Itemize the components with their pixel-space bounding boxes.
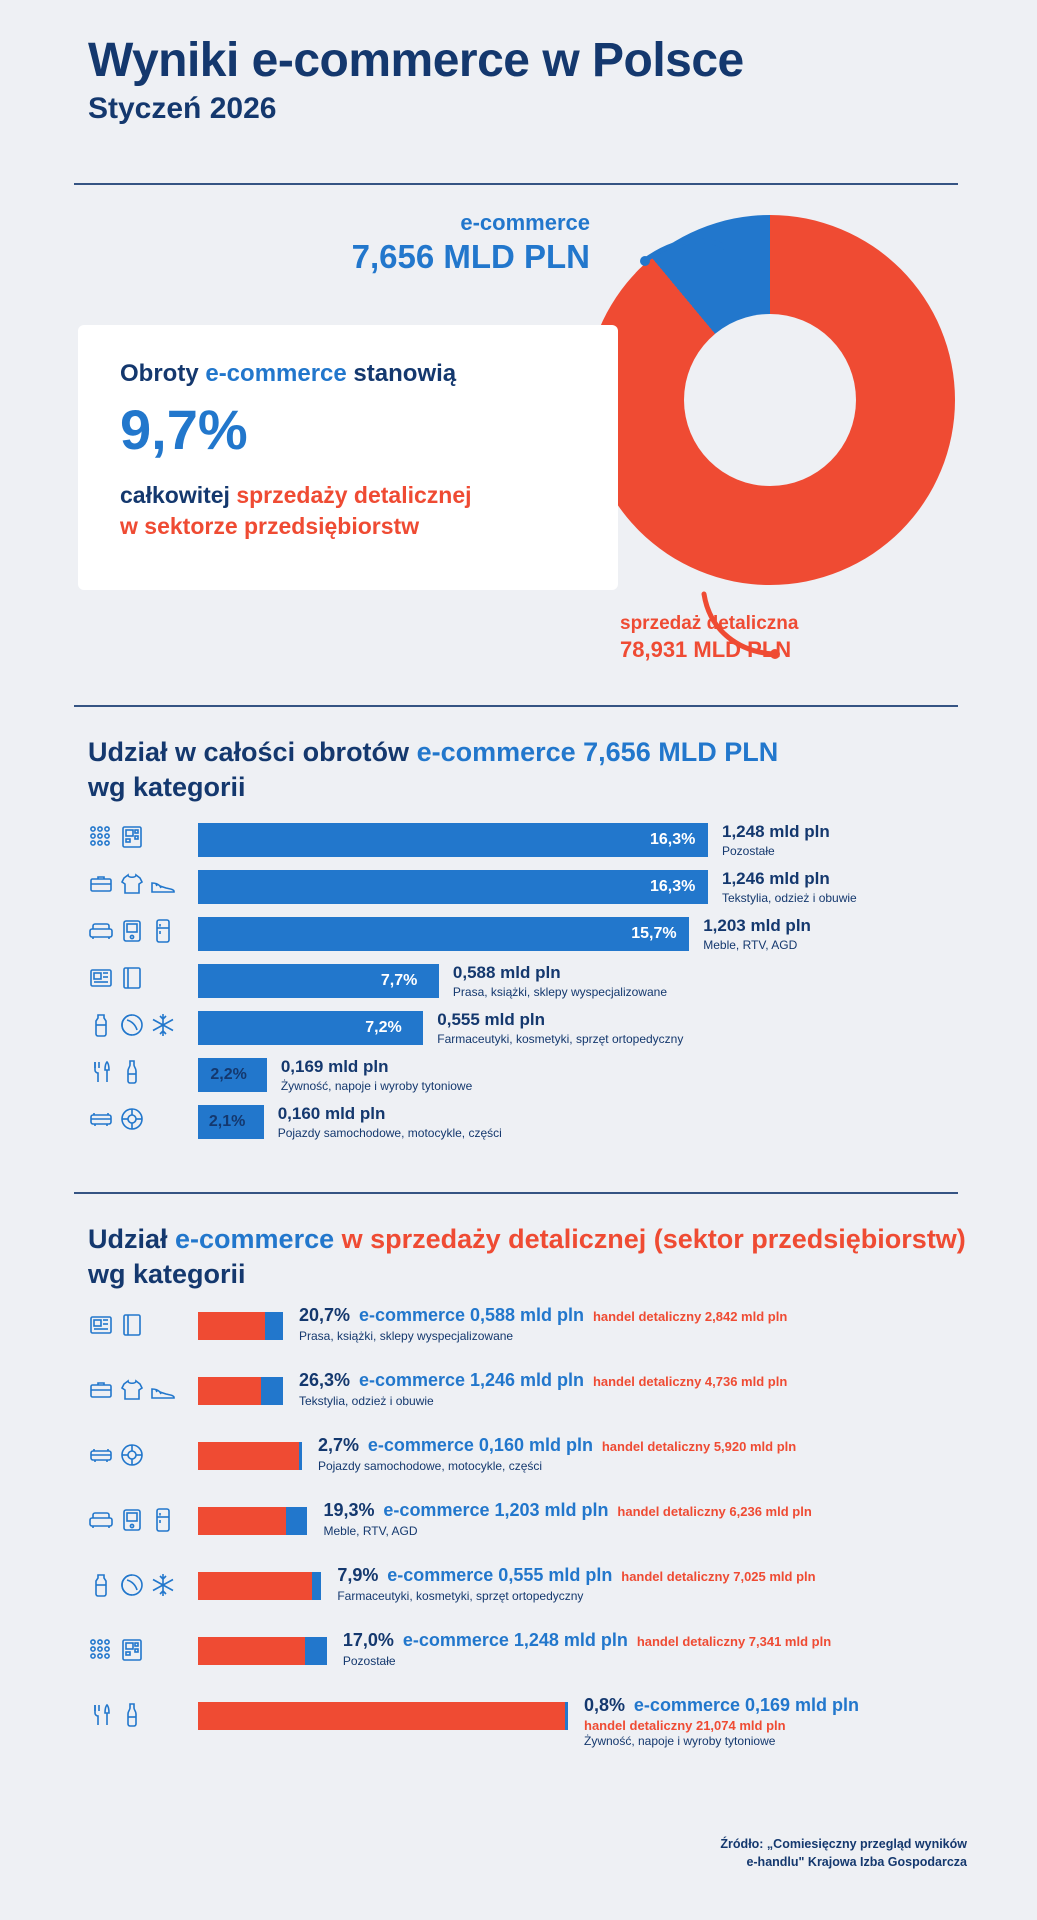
bar-value-label: 0,588 mld pln <box>452 963 561 982</box>
category-icons <box>88 1637 198 1671</box>
bar-ecommerce <box>299 1442 302 1470</box>
tv-icon <box>119 922 150 939</box>
retail-callout-value: 78,931 MLD PLN <box>620 637 792 662</box>
table-row <box>88 1365 988 1430</box>
table-row <box>88 959 968 1006</box>
arrow-blue-icon <box>640 225 760 295</box>
bar-retail-label: handel detaliczny 21,074 mld pln <box>584 1718 786 1733</box>
bar-category-label: Żywność, napoje i wyroby tytoniowe <box>584 1734 776 1748</box>
shoe-icon <box>150 1381 181 1398</box>
bottle-icon <box>88 1016 119 1033</box>
share-card-line3-c: w sektorze przedsiębiorstw <box>120 513 420 540</box>
divider-top <box>74 183 958 185</box>
share-card-line1-a: Obroty <box>120 360 206 387</box>
divider-mid-2 <box>74 1192 958 1194</box>
book-icon <box>119 969 150 986</box>
share-card-line1 <box>120 360 456 388</box>
bar-segment <box>198 870 708 904</box>
chart-category-share <box>88 818 968 1147</box>
table-row <box>88 1690 988 1768</box>
bar-ecommerce <box>312 1572 322 1600</box>
table-row <box>88 818 968 865</box>
bar-value-label: 1,248 mld pln <box>722 822 830 841</box>
table-row <box>88 1625 988 1690</box>
bar-segment <box>198 917 689 951</box>
bar-labels <box>323 1500 811 1521</box>
table-row <box>88 1300 988 1365</box>
tv-icon <box>119 1511 150 1528</box>
bar-retail <box>198 1637 327 1665</box>
bottle-drink-icon <box>119 1063 150 1080</box>
table-row <box>88 1006 968 1053</box>
bar-retail-label: handel detaliczny 4,736 mld pln <box>592 1374 788 1389</box>
share-card-line3-a: całkowitej <box>120 482 237 508</box>
bar-retail-label: handel detaliczny 7,341 mld pln <box>636 1634 832 1649</box>
shoe-icon <box>150 875 181 892</box>
bar-ecommerce-label: e-commerce 1,203 mld pln <box>383 1500 609 1520</box>
bar-labels <box>337 1565 815 1586</box>
category-icons <box>88 871 198 905</box>
bar-percent-label: 7,7% <box>380 972 418 989</box>
bar-value-label: 1,203 mld pln <box>703 916 811 935</box>
section2-title <box>88 1222 988 1292</box>
newspaper-icon <box>88 1316 119 1333</box>
bar-value-label: 1,246 mld pln <box>722 869 830 888</box>
grid-dots-icon <box>88 828 119 845</box>
bar-ecommerce <box>265 1312 283 1340</box>
section2-title-d: przedsiębiorstw) <box>751 1224 966 1254</box>
category-icons <box>88 1377 198 1411</box>
bar-ecommerce <box>305 1637 327 1665</box>
bar-share-label: 2,7% <box>317 1435 359 1455</box>
bar-share-label: 0,8% <box>584 1695 626 1715</box>
bar-ecommerce-label: e-commerce 0,555 mld pln <box>387 1565 613 1585</box>
bar-category-label: Tekstylia, odzież i obuwie <box>299 1394 434 1408</box>
table-row <box>88 865 968 912</box>
table-row <box>88 1100 968 1147</box>
soap-icon <box>119 1016 150 1033</box>
vending-machine-icon <box>119 828 150 845</box>
bar-share-label: 26,3% <box>299 1370 351 1390</box>
section1-title-a: Udział w całości obrotów <box>88 737 417 767</box>
bar-percent-label: 15,7% <box>631 925 677 942</box>
section1-title-c: wg kategorii <box>88 772 246 803</box>
bar-labels <box>584 1695 863 1733</box>
bar-percent-label: 2,2% <box>210 1066 247 1083</box>
bar-labels <box>343 1630 831 1651</box>
share-card-line3 <box>120 480 472 542</box>
bar-retail <box>198 1572 321 1600</box>
category-icons <box>88 965 198 999</box>
share-card-line1-c: stanowią <box>346 360 457 387</box>
bar-category-label: Farmaceutyki, kosmetyki, sprzęt ortopedyczny <box>337 1589 584 1603</box>
snowflake-icon <box>150 1016 181 1033</box>
category-icons <box>88 918 198 952</box>
bar-retail <box>198 1702 568 1730</box>
category-icons <box>88 1572 198 1606</box>
ecommerce-callout-label: e-commerce <box>460 210 590 235</box>
bar-labels <box>299 1370 787 1391</box>
bar-retail <box>198 1507 307 1535</box>
bar-share-label: 17,0% <box>342 1630 394 1650</box>
bottle-icon <box>88 1576 119 1593</box>
table-row <box>88 1430 988 1495</box>
bar-share-label: 19,3% <box>323 1500 375 1520</box>
share-card-percent: 9,7% <box>120 398 248 461</box>
grid-dots-icon <box>88 1641 119 1658</box>
ecommerce-callout-value: 7,656 MLD PLN <box>351 238 590 275</box>
bar-share-label: 7,9% <box>337 1565 379 1585</box>
bar-value-label: 0,555 mld pln <box>437 1010 545 1029</box>
category-icons <box>88 1702 198 1736</box>
bar-category-label: Pojazdy samochodowe, motocykle, części <box>317 1459 543 1473</box>
section2-title-c: w sprzedaży detalicznej (sektor <box>334 1224 752 1254</box>
sofa-icon <box>88 922 119 939</box>
bar-ecommerce-label: e-commerce 0,169 mld pln <box>633 1695 860 1715</box>
bar-retail <box>198 1377 283 1405</box>
bar-ecommerce-label: e-commerce 0,588 mld pln <box>358 1305 585 1325</box>
bar-labels <box>318 1435 796 1456</box>
bar-retail-label: handel detaliczny 7,025 mld pln <box>621 1569 816 1584</box>
table-row <box>88 1495 988 1560</box>
section1-title-b: e-commerce 7,656 MLD PLN <box>416 737 779 767</box>
bar-share-label: 20,7% <box>299 1305 351 1325</box>
divider-mid-1 <box>74 705 958 707</box>
vending-machine-icon <box>119 1641 150 1658</box>
header <box>88 36 968 126</box>
bar-retail-label: handel detaliczny 2,842 mld pln <box>592 1309 788 1324</box>
bar-retail-label: handel detaliczny 6,236 mld pln <box>617 1504 812 1519</box>
bar-percent-label: 16,3% <box>650 831 696 848</box>
share-card-line3-b: sprzedaży detalicznej <box>236 482 472 508</box>
bar-category-label: Pozostałe <box>722 844 775 858</box>
bar-percent-label: 16,3% <box>650 878 696 895</box>
section2-title-e: wg kategorii <box>88 1259 246 1290</box>
bar-category-label: Prasa, książki, sklepy wyspecjalizowane <box>299 1329 514 1343</box>
book-icon <box>119 1316 150 1333</box>
bar-percent-label: 2,1% <box>208 1113 246 1130</box>
table-row <box>88 1560 988 1625</box>
category-icons <box>88 1442 198 1476</box>
tshirt-icon <box>119 1381 150 1398</box>
bar-labels <box>299 1305 787 1326</box>
bar-category-label: Pozostałe <box>342 1654 396 1668</box>
source-note <box>720 1835 967 1871</box>
source-line1: Źródło: „Comiesięczny przegląd wyników <box>720 1837 967 1851</box>
bar-category-label: Tekstylia, odzież i obuwie <box>722 891 857 905</box>
bar-category-label: Żywność, napoje i wyroby tytoniowe <box>280 1079 473 1093</box>
category-icons <box>88 1106 198 1140</box>
table-row <box>88 912 968 959</box>
snowflake-icon <box>150 1576 181 1593</box>
share-card-line1-b: e-commerce <box>205 360 347 387</box>
bar-percent-label: 7,2% <box>365 1019 402 1036</box>
bar-category-label: Pojazdy samochodowe, motocykle, części <box>277 1126 502 1140</box>
page-subtitle: Styczeń 2026 <box>88 92 277 126</box>
section2-title-a: Udział <box>88 1224 176 1254</box>
chart-ecommerce-penetration <box>88 1300 988 1768</box>
newspaper-icon <box>88 969 119 986</box>
share-card <box>78 325 618 590</box>
wheel-icon <box>119 1446 150 1463</box>
bag-icon <box>88 875 119 892</box>
category-icons <box>88 1507 198 1541</box>
bar-category-label: Meble, RTV, AGD <box>703 938 798 952</box>
bar-category-label: Meble, RTV, AGD <box>323 1524 418 1538</box>
bar-ecommerce <box>261 1377 283 1405</box>
bar-retail <box>198 1442 302 1470</box>
bar-category-label: Farmaceutyki, kosmetyki, sprzęt ortopedyczny <box>437 1032 684 1046</box>
bottle-drink-icon <box>119 1706 150 1723</box>
tshirt-icon <box>119 875 150 892</box>
section1-title <box>88 735 968 805</box>
section2-title-b: e-commerce <box>175 1224 335 1254</box>
category-icons <box>88 1059 198 1093</box>
category-icons <box>88 824 198 858</box>
wheel-icon <box>119 1110 150 1127</box>
source-line2: e-handlu" Krajowa Izba Gospodarcza <box>746 1855 967 1870</box>
bar-ecommerce-label: e-commerce 1,246 mld pln <box>358 1370 585 1390</box>
page-title: Wyniki e-commerce w Polsce <box>88 34 744 87</box>
car-icon <box>88 1446 119 1463</box>
bar-category-label: Prasa, książki, sklepy wyspecjalizowane <box>452 985 667 999</box>
bar-ecommerce <box>286 1507 307 1535</box>
bar-ecommerce <box>565 1702 568 1730</box>
cutlery-icon <box>88 1706 119 1723</box>
fridge-icon <box>150 1511 181 1528</box>
bar-value-label: 0,169 mld pln <box>280 1057 389 1076</box>
bar-segment <box>198 823 708 857</box>
car-icon <box>88 1110 119 1127</box>
bag-icon <box>88 1381 119 1398</box>
category-icons <box>88 1312 198 1346</box>
ecommerce-callout <box>190 210 590 276</box>
cutlery-icon <box>88 1063 119 1080</box>
fridge-icon <box>150 922 181 939</box>
soap-icon <box>119 1576 150 1593</box>
bar-retail-label: handel detaliczny 5,920 mld pln <box>601 1439 797 1454</box>
category-icons <box>88 1012 198 1046</box>
table-row <box>88 1053 968 1100</box>
bar-ecommerce-label: e-commerce 0,160 mld pln <box>367 1435 593 1455</box>
bar-value-label: 0,160 mld pln <box>277 1104 386 1123</box>
sofa-icon <box>88 1511 119 1528</box>
retail-callout <box>620 613 980 663</box>
bar-ecommerce-label: e-commerce 1,248 mld pln <box>402 1630 628 1650</box>
retail-callout-label: sprzedaż detaliczna <box>620 613 799 634</box>
bar-retail <box>198 1312 283 1340</box>
